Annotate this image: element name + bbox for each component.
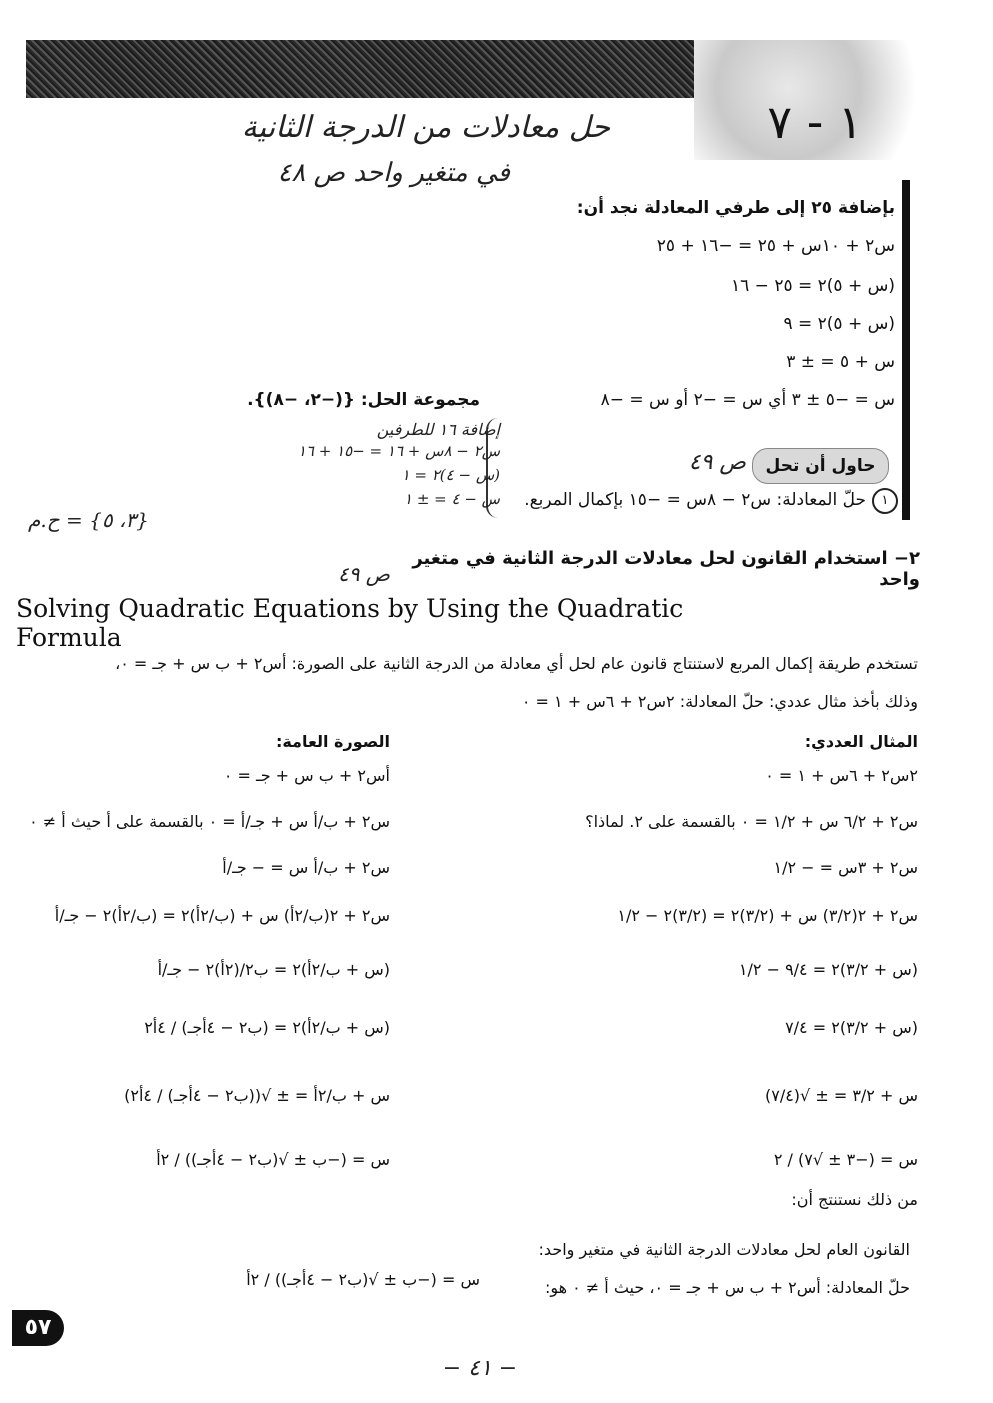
conclusion-lead: من ذلك نستنتج أن:: [791, 1190, 918, 1209]
header-banner: [26, 40, 694, 98]
numeric-line: ٢س٢ + ٦س + ١ = ٠: [765, 766, 918, 785]
try-to-solve-badge: حاول أن تحل: [752, 448, 889, 484]
general-line: س٢ + ب/أ س + جـ/أ = ٠ بالقسمة على أ حيث أ ≠ ٠: [29, 812, 390, 831]
exercise-number: ١: [872, 488, 898, 514]
solution-set: مجموعة الحل: {(−٢، −٨)}.: [247, 390, 480, 410]
law-line1: القانون العام لحل معادلات الدرجة الثانية في متغير واحد:: [538, 1240, 910, 1259]
hand-work-line2: س٢ − ٨س + ١٦ = −١٥ + ١٦: [297, 442, 500, 460]
hand-work-line4: س − ٤ = ± ١: [404, 490, 500, 508]
general-line: أس٢ + ب س + جـ = ٠: [223, 766, 390, 785]
intro-paragraph-1: تستخدم طريقة إكمال المربع لاستنتاج قانون عام لحل أي معادلة من الدرجة الثانية على الصورة: أس٢ + ب س + جـ = ٠،: [115, 654, 918, 673]
lesson-number: ١ - ٧: [767, 95, 863, 149]
exercise-text: حلّ المعادلة: س٢ − ٨س = −١٥ بإكمال المربع.: [524, 490, 866, 510]
general-form-heading: الصورة العامة:: [275, 732, 390, 751]
example-intro: بإضافة ٢٥ إلى طرفي المعادلة نجد أن:: [576, 198, 895, 218]
intro-paragraph-2: وذلك بأخذ مثال عددي: حلّ المعادلة: ٢س٢ + ٦س + ١ = ٠: [521, 692, 918, 711]
example-step4: س + ٥ = ± ٣: [786, 352, 895, 372]
numeric-line: (س + ٣/٢)٢ = ٧/٤: [785, 1018, 918, 1037]
general-line: س٢ + ٢(ب/٢أ) س + (ب/٢أ)٢ = (ب/٢أ)٢ − جـ/أ: [54, 906, 390, 925]
handwritten-title-line2: في متغير واحد ص ٤٨: [277, 158, 510, 188]
general-line: س + ب/٢أ = ± √((ب٢ − ٤أجـ) / ٤أ٢): [124, 1086, 390, 1105]
handwritten-page-number: − ٤١ −: [442, 1356, 518, 1381]
section2-heading: ٢− استخدام القانون لحل معادلات الدرجة الثانية في متغير واحد: [412, 548, 920, 590]
numeric-example-heading: المثال العددي:: [804, 732, 918, 751]
hand-work-line1: إضافة ١٦ للطرفين: [376, 420, 500, 439]
numeric-line: (س + ٣/٢)٢ = ٩/٤ − ١/٢: [738, 960, 918, 979]
hand-answer: {٣، ٥} = ح.م: [28, 508, 149, 532]
english-title: Solving Quadratic Equations by Using the Quadratic Formula: [16, 594, 684, 652]
page-number-tab: ٥٧: [12, 1310, 64, 1346]
example-step1: س٢ + ١٠س + ٢٥ = −١٦ + ٢٥: [656, 236, 895, 256]
handwritten-title-line1: حل معادلات من الدرجة الثانية: [241, 110, 610, 145]
numeric-line: س٢ + ٦/٢ س + ١/٢ = ٠ بالقسمة على ٢. لماذا؟: [585, 812, 918, 831]
hand-work-line3: (س − ٤)٢ = ١: [401, 466, 500, 484]
numeric-line: س + ٣/٢ = ± √(٧/٤): [764, 1086, 918, 1105]
quadratic-formula: س = (−ب ± √(ب٢ − ٤أجـ)) / ٢أ: [246, 1270, 480, 1289]
section2-page-note: ص ٤٩: [337, 562, 390, 586]
general-line: (س + ب/٢أ)٢ = ب٢/(٢أ)٢ − جـ/أ: [157, 960, 390, 979]
general-line: (س + ب/٢أ)٢ = (ب٢ − ٤أجـ) / ٤أ٢: [144, 1018, 390, 1037]
example-step5: س = −٥ ± ٣ أي س = −٢ أو س = −٨: [600, 390, 895, 410]
general-line: س٢ + ب/أ س = − جـ/أ: [222, 858, 390, 877]
example-step3: (س + ٥)٢ = ٩: [783, 314, 895, 334]
numeric-line: س٢ + ٣س = − ١/٢: [773, 858, 918, 877]
section-side-bar: [902, 180, 910, 520]
try-page-note: ص ٤٩: [688, 450, 746, 475]
numeric-line: س = (−٣ ± √٧) / ٢: [773, 1150, 918, 1169]
general-line: س = (−ب ± √(ب٢ − ٤أجـ)) / ٢أ: [156, 1150, 390, 1169]
numeric-line: س٢ + ٢(٣/٢) س + (٣/٢)٢ = (٣/٢)٢ − ١/٢: [617, 906, 918, 925]
example-step2: (س + ٥)٢ = ٢٥ − ١٦: [730, 276, 895, 296]
law-line2: حلّ المعادلة: أس٢ + ب س + جـ = ٠، حيث أ ≠ ٠ هو:: [544, 1278, 910, 1297]
